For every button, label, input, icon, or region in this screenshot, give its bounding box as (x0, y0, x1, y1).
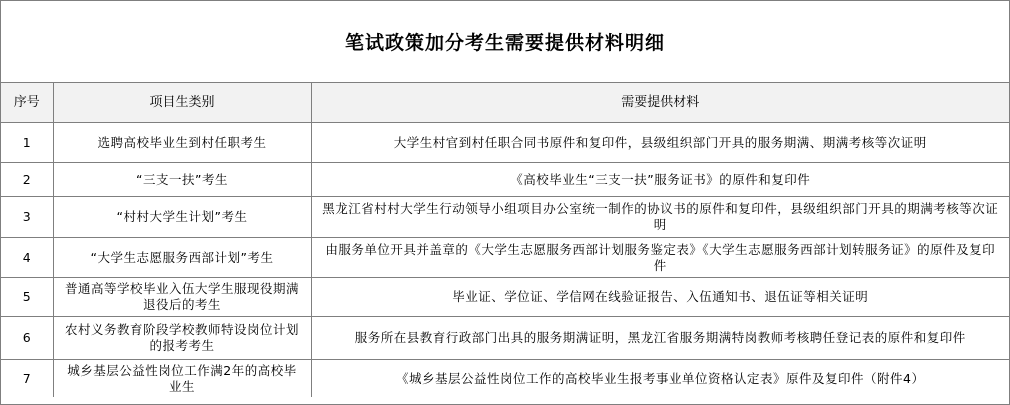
row-seq: 1 (1, 123, 53, 163)
row-materials: 大学生村官到村任职合同书原件和复印件，县级组织部门开具的服务期满、期满考核等次证明 (311, 123, 1009, 163)
row-seq: 6 (1, 317, 53, 360)
table-row (1, 123, 1009, 163)
row-materials: 黑龙江省村村大学生行动领导小组项目办公室统一制作的协议书的原件和复印件，县级组织部门开具的期满考核等次证明 (311, 197, 1009, 238)
table-row (1, 278, 1009, 317)
row-category: 普通高等学校毕业入伍大学生服现役期满退役后的考生 (53, 278, 311, 317)
row-seq: 7 (1, 360, 53, 398)
table-header-row (1, 83, 1009, 123)
page-title: 笔试政策加分考生需要提供材料明细 (1, 1, 1009, 83)
row-category: “三支一扶”考生 (53, 163, 311, 197)
row-materials: 服务所在县教育行政部门出具的服务期满证明，黑龙江省服务期满特岗教师考核聘任登记表的原件和复印件 (311, 317, 1009, 360)
row-materials: 毕业证、学位证、学信网在线验证报告、入伍通知书、退伍证等相关证明 (311, 278, 1009, 317)
table-row (1, 238, 1009, 278)
row-seq: 5 (1, 278, 53, 317)
header-category: 项目生类别 (53, 83, 311, 123)
row-materials: 由服务单位开具并盖章的《大学生志愿服务西部计划服务鉴定表》《大学生志愿服务西部计划转服务证》的原件及复印件 (311, 238, 1009, 278)
header-materials: 需要提供材料 (311, 83, 1009, 123)
row-category: “大学生志愿服务西部计划”考生 (53, 238, 311, 278)
row-category: 农村义务教育阶段学校教师特设岗位计划的报考考生 (53, 317, 311, 360)
row-materials: 《城乡基层公益性岗位工作的高校毕业生报考事业单位资格认定表》原件及复印件（附件4） (311, 360, 1009, 398)
row-category: 选聘高校毕业生到村任职考生 (53, 123, 311, 163)
row-materials: 《高校毕业生“三支一扶”服务证书》的原件和复印件 (311, 163, 1009, 197)
table-row (1, 163, 1009, 197)
table-row (1, 317, 1009, 360)
header-seq: 序号 (1, 83, 53, 123)
row-seq: 4 (1, 238, 53, 278)
table-row (1, 197, 1009, 238)
row-category: 城乡基层公益性岗位工作满2年的高校毕业生 (53, 360, 311, 398)
row-category: “村村大学生计划”考生 (53, 197, 311, 238)
materials-table (1, 83, 1009, 397)
table-row (1, 360, 1009, 398)
row-seq: 3 (1, 197, 53, 238)
row-seq: 2 (1, 163, 53, 197)
